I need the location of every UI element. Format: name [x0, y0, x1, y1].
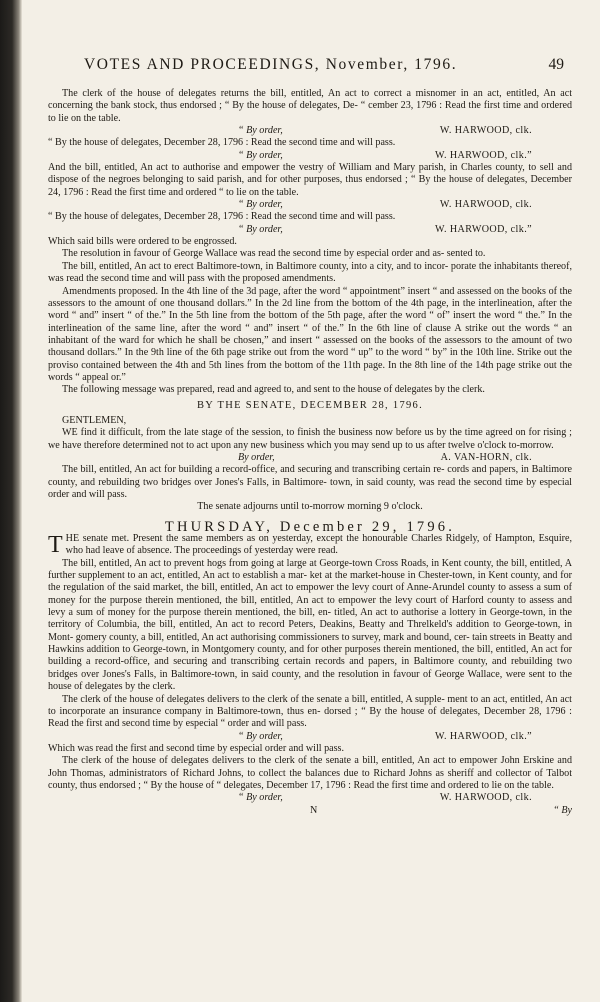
paragraph: “ By the house of delegates, December 28, 1796 : Read the second time and will pass.	[48, 137, 396, 149]
running-header	[84, 56, 564, 74]
clerk-name: W. HARWOOD, clk.”	[435, 223, 532, 235]
paragraph: WE find it difficult, from the late stage of the session, to finish the business now before us by the time agreed on for rising ; we have therefore determined not to act upon any new business which you may send up to us after twelve o'clock to-morrow.	[48, 427, 572, 451]
clerk-name: W. HARWOOD, clk.	[439, 199, 532, 211]
catchword: “ By	[553, 804, 572, 816]
paragraph: The bill, entitled, An act to erect Baltimore-town, in Baltimore county, into a city, and to incor- porate the inhabitants thereof, was read the second time and will pass with the proposed amendments.	[48, 260, 572, 285]
paragraph: “ By the house of delegates, December 28, 1796 : Read the second time and will pass.	[48, 211, 396, 223]
day-heading: THURSDAY, December 29, 1796.	[164, 518, 456, 535]
drop-cap: T	[48, 532, 63, 559]
signature-line	[48, 792, 572, 804]
paragraph: The clerk of the house of delegates returns the bill, entitled, An act to correct a misnomer in an act, entitled, An act concerning the bank stock, thus endorsed ; “ By the house of delegates, De- “ cember 23, 1796 : Read the first time and ordered to lie on the table.	[48, 88, 572, 124]
salutation: GENTLEMEN,	[62, 414, 127, 426]
book-binding-edge	[0, 0, 22, 1002]
signature-line	[48, 224, 572, 236]
paragraph: The clerk of the house of delegates delivers to the clerk of the senate a bill, entitled, An act to empower John Erskine and John Thomas, administrators of Richard Johns, to collect the balances due to Richard Johns as sheriff and collector of Talbot county, thus endorsed ; “ By the house of “ delegates, December 17, 1796 : Read the first time and ordered to lie on the table.	[48, 755, 572, 791]
signature-line	[48, 125, 572, 137]
paragraph-text: HE senate met. Present the same members as on yesterday, except the honourable Charles Ridgely, of Hampton, Esquire, who had leave of absence. The proceedings of yesterday were read.	[65, 533, 572, 557]
by-order: By order,	[238, 451, 275, 463]
paragraph: The resolution in favour of George Wallace was read the second time by especial order and as- sented to.	[62, 248, 486, 260]
signature-line	[48, 731, 572, 743]
signature-mark: N	[310, 804, 318, 816]
by-order: “ By order,	[238, 730, 283, 742]
by-order: “ By order,	[238, 125, 283, 137]
paragraph: The following message was prepared, read and agreed to, and sent to the house of delegates by the clerk.	[62, 384, 485, 396]
page-body	[48, 88, 572, 817]
page-number: 49	[548, 56, 564, 73]
by-order: “ By order,	[238, 199, 283, 211]
paragraph: The clerk of the house of delegates delivers to the clerk of the senate a bill, entitled, A supple- ment to an act, entitled, An act to incorporate an insurance company in Baltimore-town, thus en- dorsed ; “ By the house of delegates, December 28, 1796 : Read the first and second time by especial “ order and will pass.	[48, 693, 572, 730]
paragraph: And the bill, entitled, An act to authorise and empower the vestry of William and Mary parish, in Charles county, to sell and dispose of the negroes belonging to said parish, and for other purposes, thus endorsed ; “ By the house of delegates, December 24, 1796 : Read the first time and ordered “ to lie on the table.	[48, 162, 572, 198]
page-footer	[48, 805, 572, 817]
by-order: “ By order,	[238, 223, 283, 235]
clerk-name: W. HARWOOD, clk.”	[435, 149, 532, 161]
signature-line	[48, 199, 572, 211]
paragraph: Amendments proposed. In the 4th line of the 3d page, after the word “ appointment” insert “ and assessed on the books of the assessors to the amount of one thousand dollars.” In the 2d line from the bottom of the 4th page, in the interlineation, after the word “ and” insert “ of the.” In the 5th line from the bottom of the 5th page, after the word “ of” insert the word “ the.” In the interlineation of the same line, after the word “ and” insert “ of the.” In the 6th line of clause A strike out the words “ an inhabitant of the ward for which he shall be chosen,” and insert “ assessed on the books of the assessors to the amount of two thousand dollars.” In the 9th line of the 6th page strike out from the word “ up” to the word “ by” in the 10th line. Strike out the proviso contained between the 4th and 5th lines from the bottom of the 11th page. In the 8th line of the 14th page strike out the words “ appeal or.”	[48, 285, 572, 383]
adjournment: The senate adjourns until to-morrow morning 9 o'clock.	[197, 501, 423, 513]
senate-heading: BY THE SENATE, DECEMBER 28, 1796.	[196, 399, 424, 411]
clerk-name: W. HARWOOD, clk.	[439, 125, 532, 137]
paragraph	[48, 533, 572, 558]
signature-line	[48, 452, 572, 464]
paragraph: Which was read the first and second time by especial order and will pass.	[48, 742, 344, 754]
signature-line	[48, 150, 572, 162]
clerk-name: A. VAN-HORN, clk.	[440, 451, 532, 463]
clerk-name: W. HARWOOD, clk.”	[435, 730, 532, 742]
by-order: “ By order,	[238, 792, 283, 804]
by-order: “ By order,	[238, 149, 283, 161]
header-title: VOTES AND PROCEEDINGS, November, 1796.	[84, 56, 458, 73]
paragraph: The bill, entitled, An act to prevent hogs from going at large at George-town Cross Roads, in Kent county, the bill, entitled, A further supplement to an act, entitled, An act to establish a mar- ket at the market-house in Chester-town, in Kent county, and for the regulation of the said market, the bill, entitled, An act to empower the levy court of Anne-Arundel county to assess a sum of money for the purpose therein mentioned, the bill, entitled, An act to empower the levy court of Harford county to assess and levy a sum of money for the purpose therein mentioned, the bill, en- titled, An act to authorise a lottery in George-town, in the territory of Columbia, the bill, entitled, An act to record Peters, Deakins, Beatty and Threlkeld's addition to George-town, in Mont- gomery county, a bill, entitled, An act authorising commissioners to survey, mark and bound, cer- tain streets in Beatty and Hawkins addition to George-town, in Montgomery county, and for other purposes therein mentioned, the bill, entitled, An act for building a record-office, and securing and transcribing certain records and papers, in Baltimore county, and rebuilding two bridges over Jones's Falls, in Baltimore-town, in said county, and the resolution in favour of George Wallace, were sent to the house of delegates by the clerk.	[48, 557, 572, 693]
paragraph: The bill, entitled, An act for building a record-office, and securing and transcribing certain re- cords and papers, in Baltimore county, and rebuilding two bridges over Jones's Falls, in Baltimore- town, in said county, was read the second time by especial order and will pass.	[48, 464, 572, 500]
clerk-name: W. HARWOOD, clk.	[439, 792, 532, 804]
paragraph: Which said bills were ordered to be engrossed.	[48, 236, 237, 248]
